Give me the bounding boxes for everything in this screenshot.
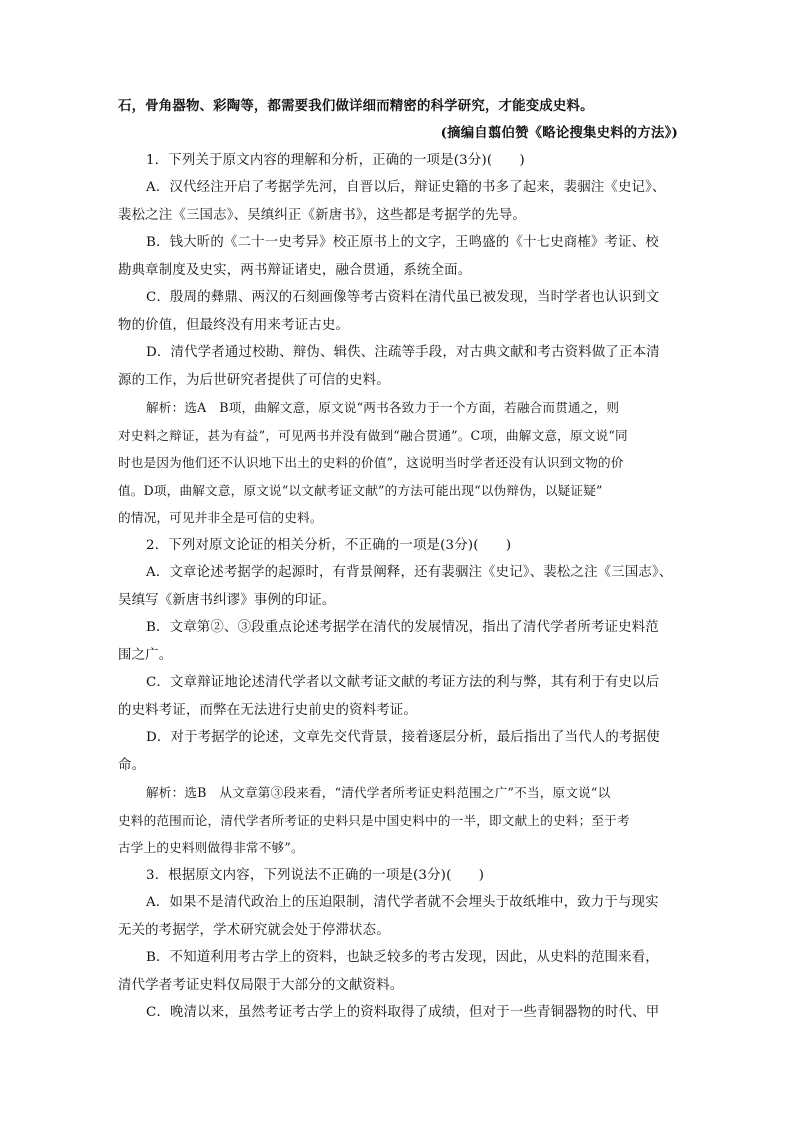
text-line: 吴缜写《新唐书纠谬》事例的印证。 [118, 593, 336, 608]
text-line: A．如果不是清代政治上的压迫限制，清代学者就不会埋头于故纸堆中，致力于与现实 [146, 895, 659, 910]
text-line: C．殷周的彝鼎、两汉的石刻画像等考古资料在清代虽已被发现，当时学者也认识到文 [146, 290, 660, 305]
text-line: 3．根据原文内容，下列说法不正确的一项是(3分)( ) [146, 868, 485, 883]
text-line: 物的价值，但最终没有用来考证古史。 [118, 318, 350, 333]
text-line: A．文章论述考据学的起源时，有背景阐释，还有裴骃注《史记》、裴松之注《三国志》、 [146, 565, 673, 580]
text-line: (摘编自翦伯赞《略论搜集史料的方法》) [440, 125, 678, 141]
text-line: 命。 [118, 758, 146, 773]
text-line: B．钱大昕的《二十一史考异》校正原书上的文字，王鸣盛的《十七史商榷》考证、校 [146, 235, 659, 250]
text-line: 裴松之注《三国志》、吴缜纠正《新唐书》，这些都是考据学的先导。 [118, 208, 526, 223]
text-line: A．汉代经注开启了考据学先河，自晋以后，辩证史籍的书多了起来，裴骃注《史记》、 [146, 180, 666, 195]
text-line: 解析：选B 从文章第③段来看，“清代学者所考证史料范围之广”不当，原文说“以 [146, 785, 611, 800]
text-line: D．清代学者通过校勘、辩伪、辑佚、注疏等手段，对古典文献和考古资料做了正本清 [146, 345, 660, 360]
text-line: B．文章第②、③段重点论述考据学在清代的发展情况，指出了清代学者所考证史料范 [146, 620, 659, 635]
text-line: 石，骨角器物、彩陶等，都需要我们做详细而精密的科学研究，才能变成史料。 [118, 98, 594, 114]
text-line: 古学上的史料则做得非常不够”。 [118, 840, 304, 855]
text-line: D．对于考据学的论述，文章先交代背景，接着逐层分析，最后指出了当代人的考据使 [146, 730, 660, 745]
text-line: 清代学者考证史料仅局限于大部分的文献资料。 [118, 978, 404, 993]
text-line: 时也是因为他们还不认识地下出土的史料的价值”，这说明当时学者还没有认识到文物的价 [118, 455, 624, 470]
text-line: 无关的考据学，学术研究就会处于停滞状态。 [118, 923, 390, 938]
text-line: C．文章辩证地论述清代学者以文献考证文献的考证方法的利与弊，其有利于有史以后 [146, 675, 660, 690]
text-line: C．晚清以来，虽然考证考古学上的资料取得了成绩，但对于一些青铜器物的时代、甲 [146, 1005, 660, 1020]
text-line: 值。D项，曲解文意，原文说“以文献考证文献”的方法可能出现“以伪辩伪，以疑证疑” [118, 483, 603, 498]
text-line: B．不知道利用考古学上的资料，也缺乏较多的考古发现，因此，从史料的范围来看， [146, 950, 659, 965]
text-line: 1．下列关于原文内容的理解和分析，正确的一项是(3分)( ) [146, 153, 525, 168]
text-line: 勘典章制度及史实，两书辩证诸史，融合贯通，系统全面。 [118, 263, 472, 278]
text-line: 2．下列对原文论证的相关分析，不正确的一项是(3分)( ) [146, 538, 512, 553]
text-line: 对史料之辩证，甚为有益”，可见两书并没有做到“融合贯通”。C项，曲解文意，原文说“同 [118, 428, 628, 443]
text-line: 史料的范围而论，清代学者所考证的史料只是中国史料中的一半，即文献上的史料；至于考 [118, 813, 630, 828]
text-line: 围之广。 [118, 648, 173, 663]
text-line: 源的工作，为后世研究者提供了可信的史料。 [118, 373, 390, 388]
text-line: 的情况，可见并非全是可信的史料。 [118, 510, 323, 525]
text-line: 解析：选A B项，曲解文意，原文说“两书各致力于一个方面，若融合而贯通之，则 [146, 400, 620, 415]
text-line: 的史料考证，而弊在无法进行史前史的资料考证。 [118, 703, 417, 718]
